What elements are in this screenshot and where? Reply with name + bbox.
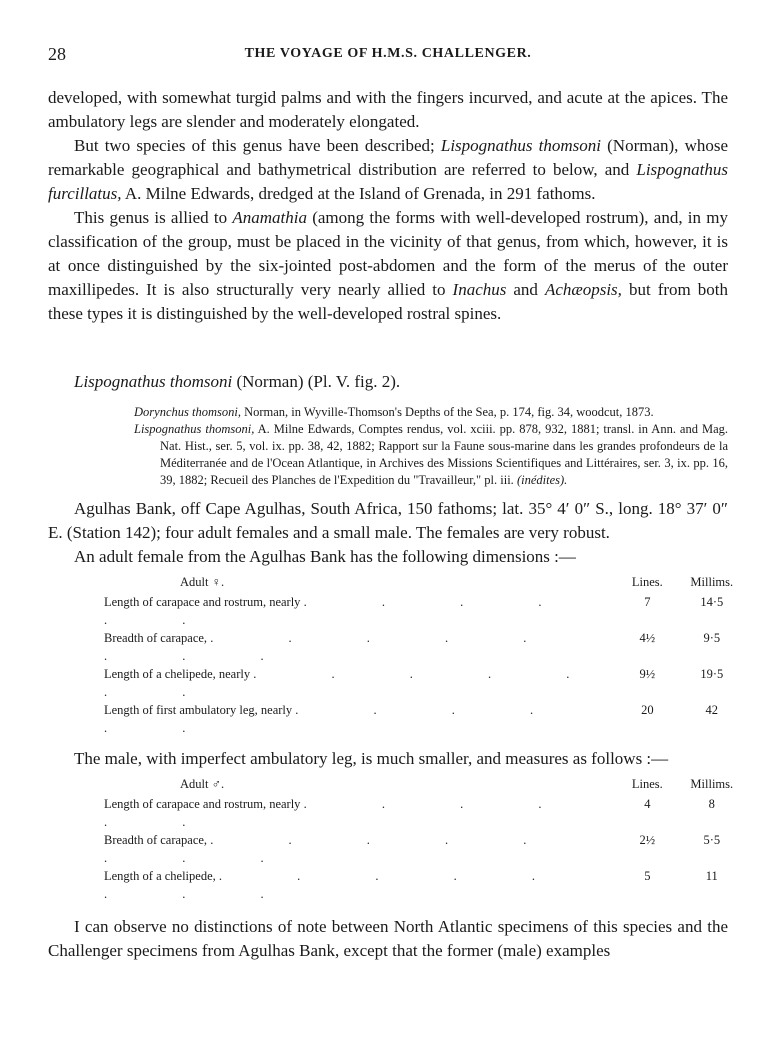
page-body bbox=[48, 86, 734, 963]
final-paragraph: I can observe no distinctions of note between North Atlantic specimens of this species and the Challenger specimens from Agulhas Bank, except that the former (male) examples bbox=[48, 917, 728, 960]
reference-taxon: Lispognathus thomsoni, bbox=[134, 422, 255, 436]
female-intro: An adult female from the Agulhas Bank has the following dimensions :— bbox=[74, 547, 576, 566]
text-run: but from both these types it is distinguished by the well-developed rostral spines. bbox=[48, 280, 728, 323]
taxon-name: Lispognathus furcillatus, bbox=[48, 160, 728, 203]
column-lines-header: Lines. bbox=[631, 575, 663, 589]
row-lines: 9½ bbox=[639, 667, 656, 681]
row-label: Length of a chelipede, nearly . . . . . . . bbox=[104, 667, 606, 699]
male-measurements-table bbox=[104, 775, 744, 903]
reference-text: Norman, in Wyville-Thomson's Depths of the Sea, p. 174, fig. 34, woodcut, 1873. bbox=[240, 405, 654, 419]
locality-paragraph: Agulhas Bank, off Cape Agulhas, South Africa, 150 fathoms; lat. 35° 4′ 0″ S., long. 18° 37′ 0″ E. (Station 142); four adult females and a small male. The females are very robust. bbox=[48, 499, 728, 542]
taxon-name: Anamathia bbox=[232, 208, 307, 227]
synonymy-references bbox=[134, 404, 728, 489]
row-lines: 5 bbox=[644, 869, 651, 883]
column-millims-header: Millims. bbox=[690, 575, 734, 589]
taxon-name: Lispognathus thomsoni bbox=[440, 136, 601, 155]
row-millims: 9·5 bbox=[703, 631, 721, 645]
row-millims: 42 bbox=[705, 703, 719, 717]
table-row bbox=[104, 831, 744, 867]
reference-text: A. Milne Edwards, Comptes rendus, vol. xciii. pp. 878, 932, 1881; transl. in Ann. and Mag. Nat. Hist., ser. 5, vol. ix. pp. 38, 42, 1882; Rapport sur la Faune sous-marine dans les grandes profondeurs de la Méditerranée and de l'Ocean Atlantique, in Archives des Missions Scientifiques and Littéraires, ser. 3, ix. pp. 16, 39, 1882; Recueil des Planches de l'Expedition du "Travailleur," pl. iii. bbox=[160, 422, 728, 487]
row-label: Breadth of carapace, . . . . . . . . bbox=[104, 833, 563, 865]
column-lines-header: Lines. bbox=[631, 777, 663, 791]
table-header-row bbox=[104, 775, 744, 795]
table-row bbox=[104, 629, 744, 665]
paragraph-2 bbox=[48, 134, 728, 206]
row-label: Length of first ambulatory leg, nearly . . . . . . bbox=[104, 703, 570, 735]
text-run: and bbox=[506, 280, 545, 299]
table-sex-label: Adult ♂. bbox=[180, 777, 225, 791]
table-row bbox=[104, 867, 744, 903]
table-row bbox=[104, 665, 744, 701]
column-millims-header: Millims. bbox=[690, 777, 734, 791]
row-label: Length of carapace and rostrum, nearly . . . . . . bbox=[104, 595, 578, 627]
text-run: (among the forms with well-developed rostrum), and, in my classification of the group, must be placed in the vicinity of that genus, from which, however, it is at once distinguished by the six-jointed post-abdomen and the form of the merus of the outer maxillipedes. It is also structurally very nearly allied to bbox=[48, 208, 728, 299]
row-lines: 20 bbox=[641, 703, 654, 717]
text-run: This genus is allied to bbox=[74, 208, 233, 227]
paragraph-3 bbox=[48, 206, 728, 326]
table-sex-label: Adult ♀. bbox=[180, 575, 225, 589]
row-lines: 7 bbox=[644, 595, 651, 609]
table-row bbox=[104, 701, 744, 737]
female-measurements-table bbox=[104, 573, 744, 737]
male-intro: The male, with imperfect ambulatory leg, is much smaller, and measures as follows :— bbox=[74, 749, 669, 768]
running-title: THE VOYAGE OF H.M.S. CHALLENGER. bbox=[244, 46, 532, 61]
text-run: (Norman), whose remarkable geographical and bathymetrical distribution are referred to below, and bbox=[48, 136, 729, 179]
reference-tail: (inédites). bbox=[516, 473, 568, 487]
row-lines: 4½ bbox=[639, 631, 656, 645]
row-label: Length of a chelipede, . . . . . . . . bbox=[104, 869, 572, 901]
row-millims: 14·5 bbox=[700, 595, 724, 609]
table-row bbox=[104, 795, 744, 831]
paragraph-1: developed, with somewhat turgid palms and with the fingers incurved, and acute at the apices. The ambulatory legs are slender and moderately elongated. bbox=[48, 88, 728, 131]
taxon-name: Inachus bbox=[452, 280, 507, 299]
reference-entry bbox=[134, 404, 728, 421]
page-number: 28 bbox=[48, 44, 66, 64]
reference-entry bbox=[134, 421, 728, 489]
row-millims: 11 bbox=[705, 869, 718, 883]
text-run: But two species of this genus have been described; bbox=[74, 136, 441, 155]
row-label: Length of carapace and rostrum, nearly . . . . . . bbox=[104, 797, 578, 829]
table-header-row bbox=[104, 573, 744, 593]
species-author: (Norman) (Pl. V. fig. 2). bbox=[232, 372, 401, 391]
row-lines: 2½ bbox=[639, 833, 656, 847]
row-millims: 5·5 bbox=[703, 833, 721, 847]
row-millims: 8 bbox=[708, 797, 715, 811]
row-millims: 19·5 bbox=[700, 667, 724, 681]
reference-taxon: Dorynchus thomsoni, bbox=[134, 405, 241, 419]
row-lines: 4 bbox=[644, 797, 651, 811]
table-row bbox=[104, 593, 744, 629]
row-label: Breadth of carapace, . . . . . . . . bbox=[104, 631, 563, 663]
species-name: Lispognathus thomsoni bbox=[74, 372, 233, 391]
page-header bbox=[48, 44, 728, 68]
text-run: A. Milne Edwards, dredged at the Island of Grenada, in 291 fathoms. bbox=[121, 184, 596, 203]
species-heading bbox=[74, 370, 728, 394]
taxon-name: Achæopsis, bbox=[544, 280, 622, 299]
